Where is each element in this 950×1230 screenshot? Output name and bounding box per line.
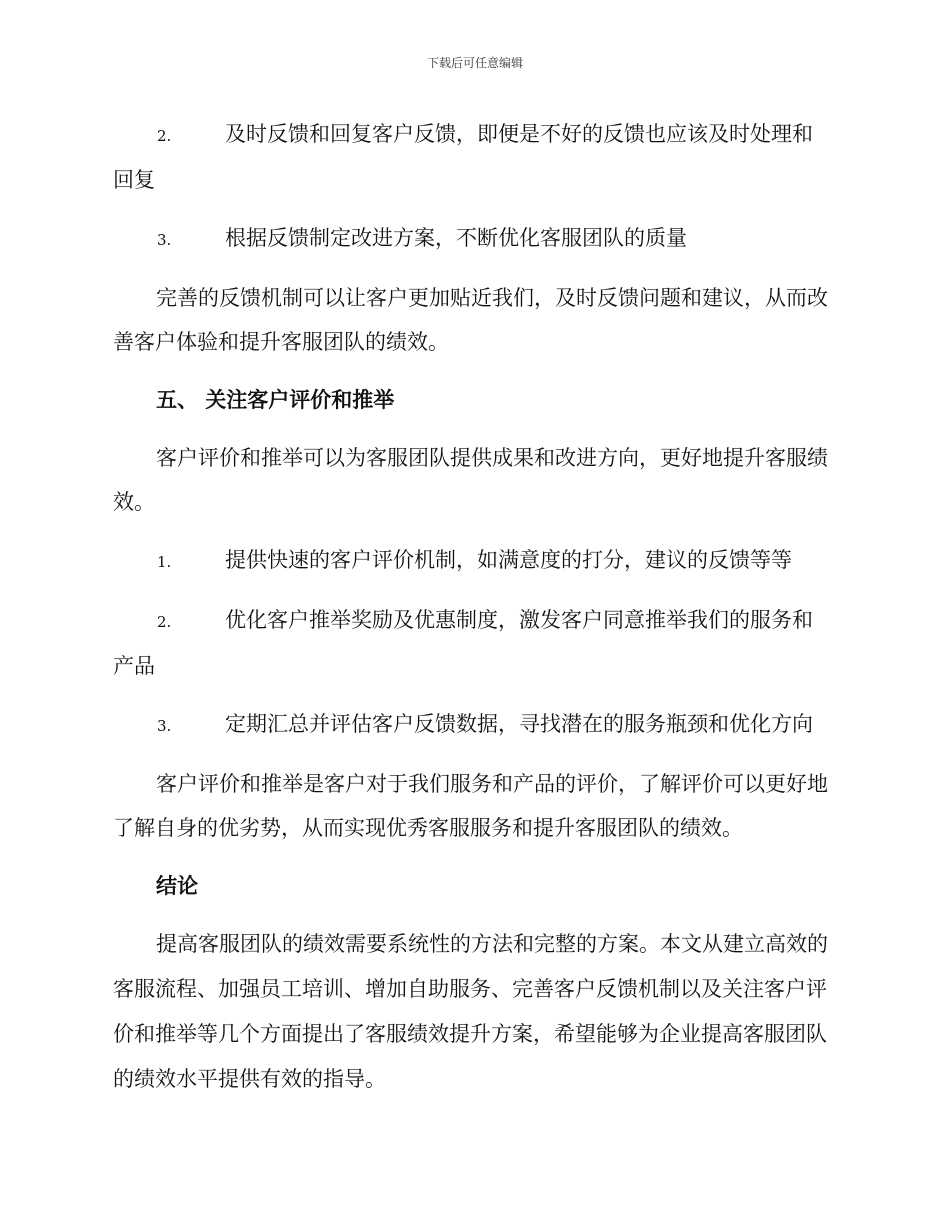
list-item [113,538,833,584]
page-header: 下载后可任意编辑 [426,56,523,70]
list-number: 3. [157,231,172,249]
conclusion-text: 提高客服团队的绩效需要系统性的方法和完整的方案。本文从建立高效的客服流程、加强员工培训、增加自助服务、完善客户反馈机制以及关注客户评价和推举等几个方面提出了客服绩效提升方案，希望能够为企业提高客服团队的绩效水平提供有效的指导。 [113,932,828,1091]
conclusion-heading: 结论 [156,873,198,898]
section5-heading: 五、 关注客户评价和推举 [156,387,395,412]
list-text: 优化客户推举奖励及优惠制度，激发客户同意推举我们的服务和产品 [113,608,813,678]
list-number: 2. [157,127,172,145]
list-item [113,598,833,688]
section5-summary: 客户评价和推举是客户对于我们服务和产品的评价，了解评价可以更好地了解自身的优劣势，从而实现优秀客服服务和提升客服团队的绩效。 [113,772,828,840]
list-text: 及时反馈和回复客户反馈，即便是不好的反馈也应该及时处理和回复 [113,122,813,192]
list-number: 2. [157,613,172,631]
list-text: 提供快速的客户评价机制，如满意度的打分，建议的反馈等等 [225,548,792,572]
section4-summary: 完善的反馈机制可以让客户更加贴近我们，及时反馈问题和建议，从而改善客户体验和提升客服团队的绩效。 [113,286,828,354]
list-item [113,112,833,202]
list-text: 根据反馈制定改进方案，不断优化客服团队的质量 [225,226,687,250]
list-number: 1. [157,553,172,571]
section5-intro: 客户评价和推举可以为客服团队提供成果和改进方向，更好地提升客服绩效。 [113,446,828,514]
document-body [113,112,833,1102]
list-item [113,216,833,262]
list-item [113,702,833,748]
list-text: 定期汇总并评估客户反馈数据，寻找潜在的服务瓶颈和优化方向 [225,712,813,736]
list-number: 3. [157,717,172,735]
